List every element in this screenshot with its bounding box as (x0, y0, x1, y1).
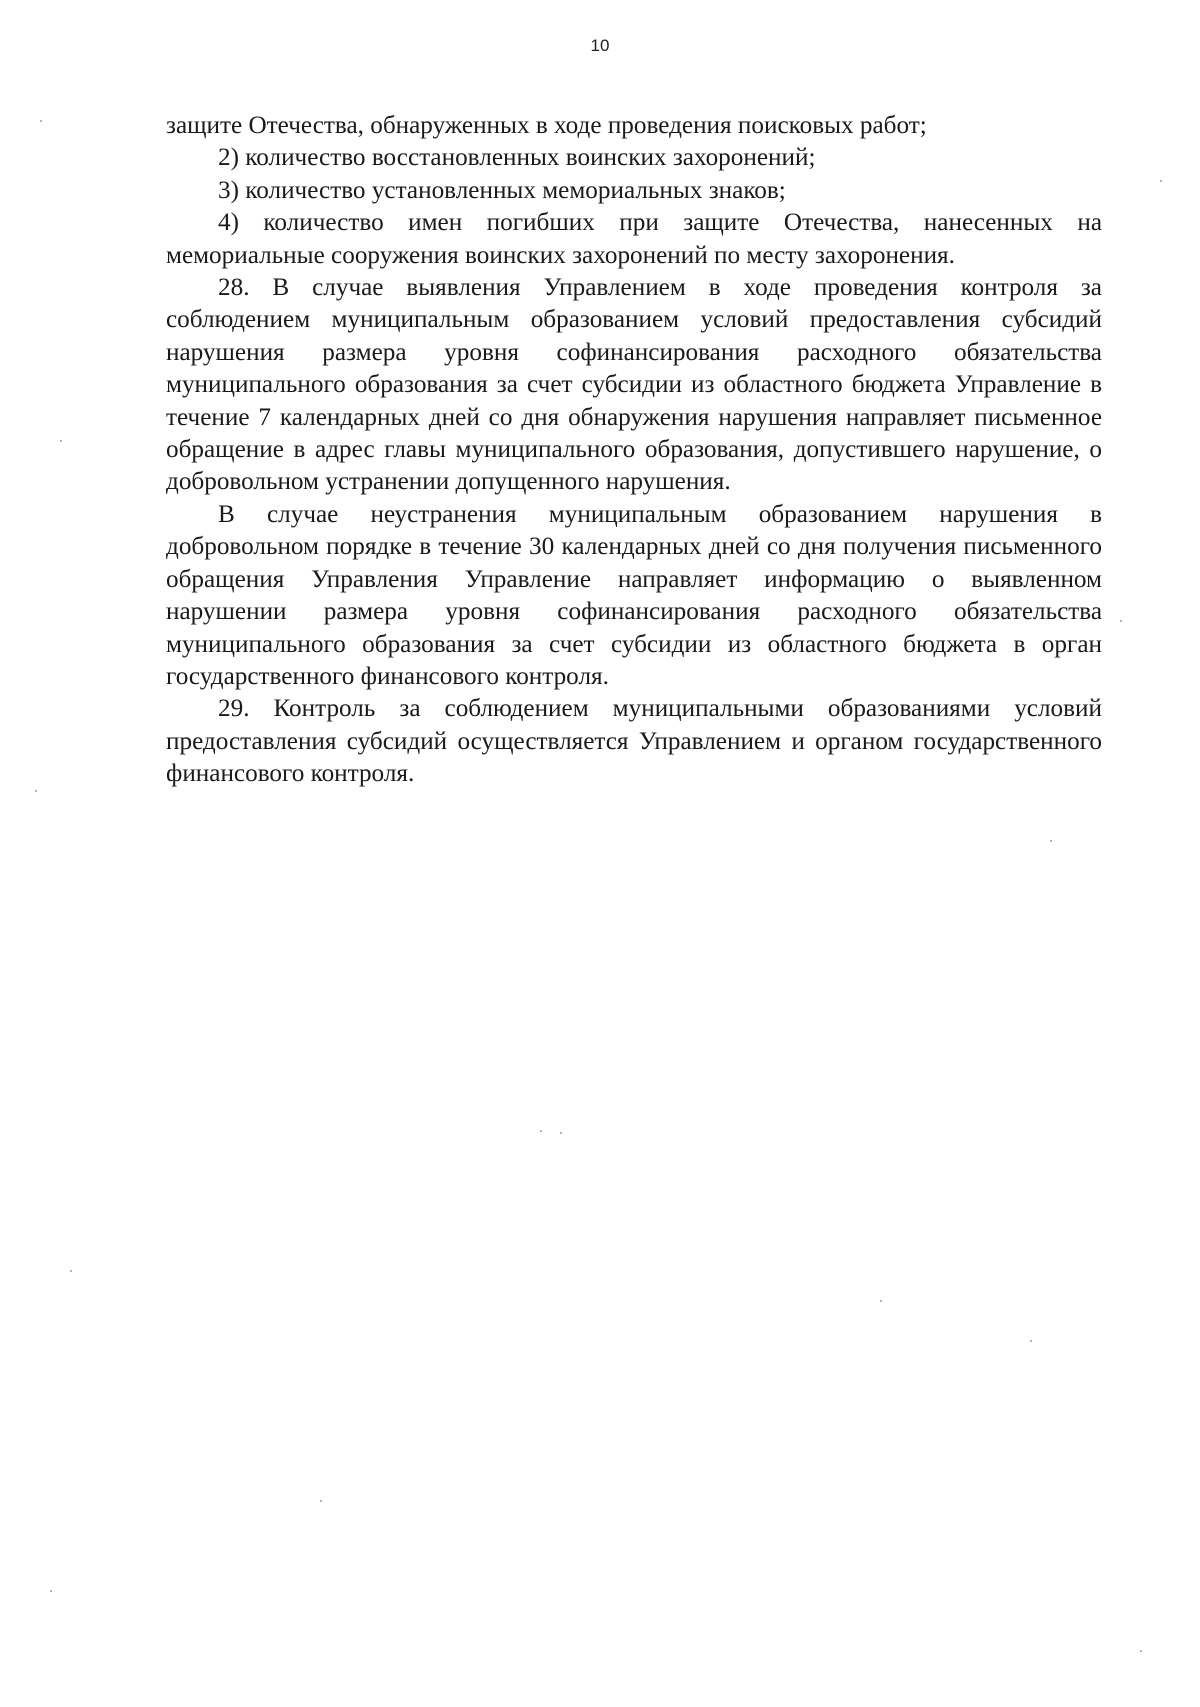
paragraph-clause-28: 28. В случае выявления Управлением в ходе проведения контроля за соблюдением муниципальным образованием условий предоставления субсидий нарушения размера уровня софинансирования расходного обязательства муниципального образования за счет субсидии из областного бюджета Управление в течение 7 календарных дней со дня обнаружения нарушения направляет письменное обращение в адрес главы муниципального образования, допустившего нарушение, о добровольном устранении допущенного нарушения. (166, 274, 1102, 496)
scan-speck (540, 1130, 542, 1132)
scan-speck (1120, 620, 1122, 622)
paragraph-1-continuation: защите Отечества, обнаруженных в ходе проведения поисковых работ; (166, 112, 927, 139)
paragraph-list-item-4: 4) количество имен погибших при защите Отечества, нанесенных на мемориальные сооружения воинских захоронений по месту захоронения. (166, 209, 1102, 269)
scan-speck (35, 790, 37, 792)
paragraph-list-item-2: 2) количество восстановленных воинских захоронений; (218, 144, 816, 172)
scan-speck (40, 120, 42, 122)
scan-speck (50, 1590, 52, 1592)
scan-speck (70, 1270, 72, 1272)
paragraph-clause-28-continuation: В случае неустранения муниципальным образованием нарушения в добровольном порядке в течение 30 календарных дней со дня получения письменного обращения Управления Управление направляет информацию о выявленном нарушении размера уровня софинансирования расходного обязательства муниципального образования за счет субсидии из областного бюджета в орган государственного финансового контроля. (166, 500, 1102, 690)
scan-speck (1050, 840, 1052, 842)
scan-speck (1160, 180, 1162, 182)
scan-speck (320, 1500, 322, 1502)
scan-speck (560, 1132, 562, 1134)
scan-speck (1140, 1650, 1142, 1652)
document-body (166, 110, 1102, 791)
paragraph-list-item-3: 3) количество установленных мемориальных знаков; (218, 176, 786, 204)
scan-speck (1030, 1340, 1032, 1342)
paragraph-clause-29: 29. Контроль за соблюдением муниципальными образованиями условий предоставления субсидий осуществляется Управлением и органом государственного финансового контроля. (166, 695, 1102, 788)
page-number: 10 (590, 36, 610, 55)
scan-speck (880, 1300, 882, 1302)
scan-speck (60, 440, 62, 442)
